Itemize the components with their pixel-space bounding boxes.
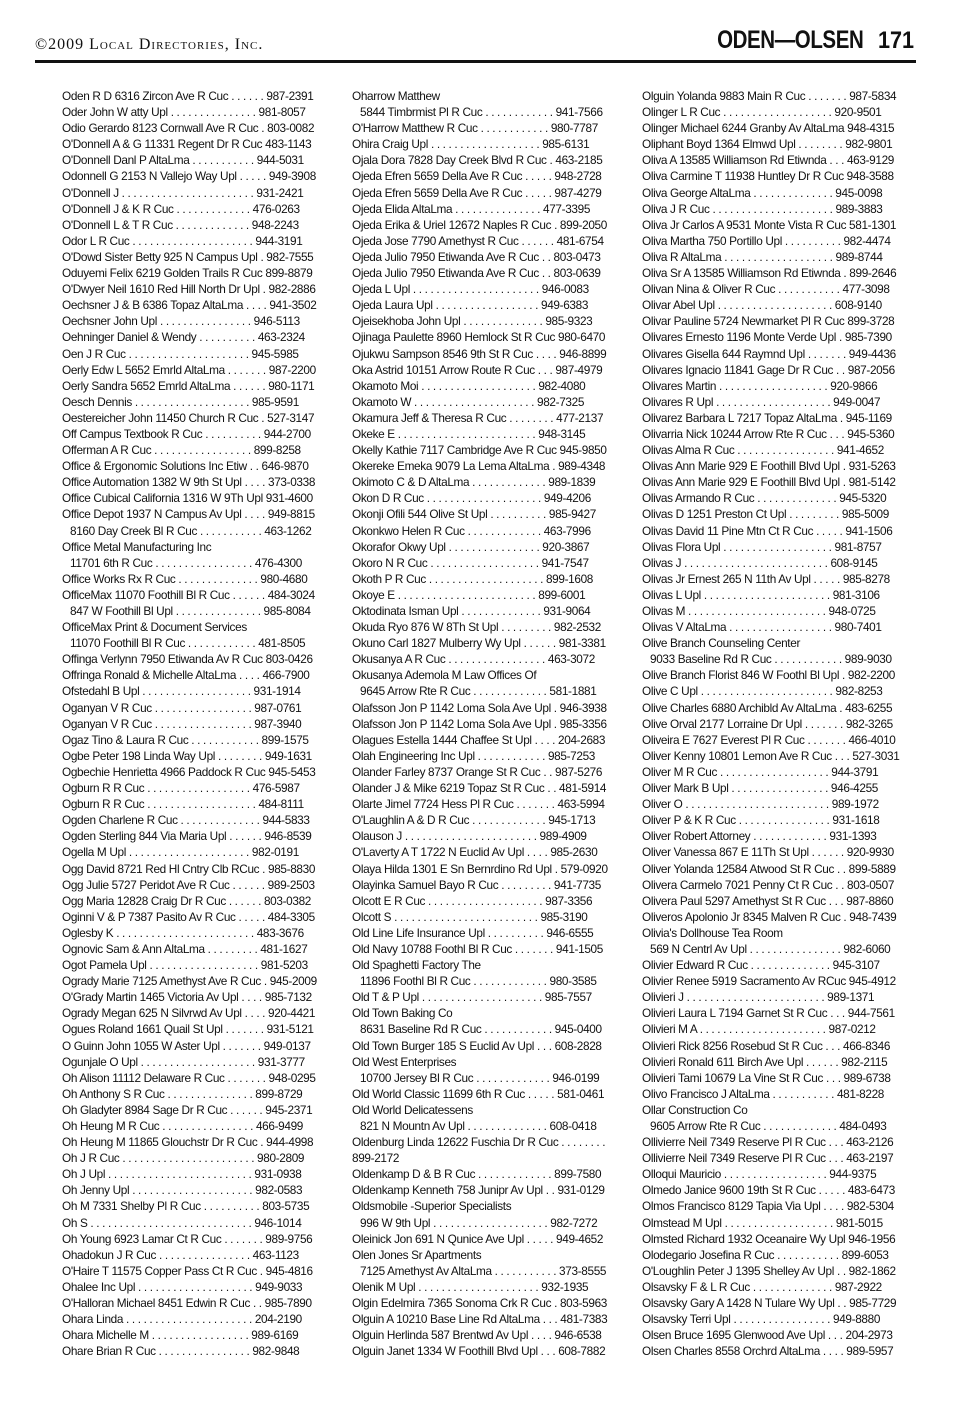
listing-entry: Oh Anthony S R Cuc . . . . . . . . . . . . . . . 899-8729 xyxy=(62,1086,303,1101)
listing-entry: Olivas L Upl . . . . . . . . . . . . . . . . . . . . . . 981-3106 xyxy=(642,587,880,602)
listing-entry: Oliver O . . . . . . . . . . . . . . . . . . . . . . . . . 989-1972 xyxy=(642,797,879,812)
page-header xyxy=(685,26,916,55)
listing-entry: Olivieri Tami 10679 La Vine St R Cuc . . . 989-6738 xyxy=(642,1070,891,1085)
listing-entry: Olsavsky Gary A 1428 N Tulare Wy Upl . . 985-7729 xyxy=(642,1296,897,1311)
listing-entry: 5844 Timbrmist Pl R Cuc . . . . . . . . . . . . 941-7566 xyxy=(360,105,603,120)
listing-entry: Odor L R Cuc . . . . . . . . . . . . . . . . . . . . . 944-3191 xyxy=(62,233,303,248)
listing-entry: Oglesby K . . . . . . . . . . . . . . . . . . . . . . . . 483-3676 xyxy=(62,925,304,940)
listing-entry: 9645 Arrow Rte R Cuc . . . . . . . . . . . . . 581-1881 xyxy=(360,684,597,699)
listing-entry: 847 W Foothill Bl Upl . . . . . . . . . . . . . . . 985-8084 xyxy=(70,604,311,618)
listing-entry: Ogaz Tino & Laura R Cuc . . . . . . . . . . . . 899-1575 xyxy=(62,732,309,747)
listing-entry: O'Grady Martin 1465 Victoria Av Upl . . . . 985-7132 xyxy=(62,990,312,1005)
listing-entry: Olivo Francisco J AltaLma . . . . . . . . . . . 481-8228 xyxy=(642,1086,885,1101)
listing-column-2 xyxy=(352,88,624,1359)
listing-entry: Olivas Flora Upl . . . . . . . . . . . . . . . . . . . 981-8757 xyxy=(642,539,882,554)
listing-entry: 821 N Mountn Av Upl . . . . . . . . . . . . . . 608-0418 xyxy=(360,1119,597,1133)
listing-entry: Oerly Edw L 5652 Emrld AltaLma . . . . . . . 987-2200 xyxy=(62,362,316,377)
listing-entry: Oliver Mark B Upl . . . . . . . . . . . . . . . . . 946-4255 xyxy=(642,781,878,796)
listing-entry: Oleinick Jon 691 N Qunice Ave Upl . . . . . 949-4652 xyxy=(352,1231,604,1246)
listing-entry: Office Cubical California 1316 W 9Th Upl 931-4600 xyxy=(62,491,313,506)
listing-entry: Ogues Roland 1661 Quail St Upl . . . . . . . 931-5121 xyxy=(62,1022,314,1037)
listing-entry: Oh Alison 11112 Delaware R Cuc . . . . . . . 948-0295 xyxy=(62,1070,316,1085)
listing-entry: Ogden Sterling 844 Via Maria Upl . . . . . . 946-8539 xyxy=(62,829,312,844)
listing-entry: Olivieri Ronald 611 Birch Ave Upl . . . . . . 982-2115 xyxy=(642,1054,888,1069)
listing-entry: Olsavsky F & L R Cuc . . . . . . . . . . . . . . 987-2922 xyxy=(642,1279,882,1294)
listing-entry: Olivas D 1251 Preston Ct Upl . . . . . . . . . 985-5009 xyxy=(642,507,889,522)
listing-entry: Olivas M . . . . . . . . . . . . . . . . . . . . . . . . 948-0725 xyxy=(642,604,876,618)
listing-entry: Ogella M Upl . . . . . . . . . . . . . . . . . . . . . 982-0191 xyxy=(62,845,299,860)
listing-entry: Ojeda Laura Upl . . . . . . . . . . . . . . . . . . 949-6383 xyxy=(352,298,589,313)
listing-entry: Oh Young 6923 Lamar Ct R Cuc . . . . . . . 989-9756 xyxy=(62,1231,313,1246)
listing-entry: Olivas David 11 Pine Mtn Ct R Cuc . . . . . 941-1506 xyxy=(642,523,893,538)
listing-entry: Oduyemi Felix 6219 Golden Trails R Cuc 899-8879 xyxy=(62,266,313,281)
listing-entry: Ojeda Julio 7950 Etiwanda Ave R Cuc . . 803-0639 xyxy=(352,266,601,281)
listing-entry: Olmedo Janice 9600 19th St R Cuc . . . . . 483-6473 xyxy=(642,1183,895,1198)
listing-entry: Olafsson Jon P 1142 Loma Sola Ave Upl . 985-3356 xyxy=(352,716,607,731)
listing-entry: Olsen Charles 8558 Orchrd AltaLma . . . . 989-5957 xyxy=(642,1344,894,1359)
listing-entry: Ofstedahl B Upl . . . . . . . . . . . . . . . . . . . 931-1914 xyxy=(62,684,301,699)
listing-entry: Olguin A 10210 Base Line Rd AltaLma . . . 481-7383 xyxy=(352,1312,608,1327)
listing-entry: O'Harrow Matthew R Cuc . . . . . . . . . . . . 980-7787 xyxy=(352,121,598,136)
listing-entry: Oliver Robert Attorney . . . . . . . . . . . . . 931-1393 xyxy=(642,829,877,844)
listing-entry: 8160 Day Creek Bl R Cuc . . . . . . . . . . . 463-1262 xyxy=(70,523,312,538)
listing-entry: Oliveros Apolonio Jr 8345 Malven R Cuc . 948-7439 xyxy=(642,909,897,924)
listing-entry: Ogg David 8721 Red Hl Cntry Clb RCuc . 985-8830 xyxy=(62,861,316,876)
listing-entry: Oldenkamp Kenneth 758 Junipr Av Upl . . 931-0129 xyxy=(352,1183,605,1198)
listing-entry: Okon D R Cuc . . . . . . . . . . . . . . . . . . . . 949-4206 xyxy=(352,491,591,506)
listing-entry: Olloqui Mauricio . . . . . . . . . . . . . . . . . . 944-9375 xyxy=(642,1167,877,1182)
listing-entry: Oliva J R Cuc . . . . . . . . . . . . . . . . . . . . . 989-3883 xyxy=(642,201,883,216)
listing-entry: O'Loughlin Peter J 1395 Shelley Av Upl . . 982-1862 xyxy=(642,1263,896,1278)
listing-entry: Oh Jenny Upl . . . . . . . . . . . . . . . . . . . . . 982-0583 xyxy=(62,1183,303,1198)
listing-entry: Okoye E . . . . . . . . . . . . . . . . . . . . . . . . 899-6001 xyxy=(352,587,586,602)
listing-entry: Olmstead M Upl . . . . . . . . . . . . . . . . . . . 981-5015 xyxy=(642,1215,883,1230)
listing-entry: Olivar Abel Upl . . . . . . . . . . . . . . . . . . . . 608-9140 xyxy=(642,298,882,313)
listing-entry: Okoro N R Cuc . . . . . . . . . . . . . . . . . . . 941-7547 xyxy=(352,555,589,570)
listing-entry: Oh Heung M R Cuc . . . . . . . . . . . . . . . . 466-9499 xyxy=(62,1119,303,1133)
listing-entry: Olgin Edelmira 7365 Sonoma Crk R Cuc . 803-5963 xyxy=(352,1296,608,1311)
listing-entry: O'Dowd Sister Betty 925 N Campus Upl . 982-7555 xyxy=(62,249,314,264)
listing-entry: Okelly Kathie 7117 Cambridge Ave R Cuc 945-9850 xyxy=(352,443,607,458)
listing-entry: Olah Engineering Inc Upl . . . . . . . . . . . . 985-7253 xyxy=(352,748,595,763)
listing-entry: Ojeda Jose 7790 Amethyst R Cuc . . . . . . 481-6754 xyxy=(352,233,604,248)
listing-entry: O'Donnell J . . . . . . . . . . . . . . . . . . . . . . . 931-2421 xyxy=(62,185,304,200)
listing-entry: Olivares Gisella 644 Raymnd Upl . . . . . . . 949-4436 xyxy=(642,346,896,361)
listing-entry: Olivares R Upl . . . . . . . . . . . . . . . . . . . . 949-0047 xyxy=(642,394,881,409)
listing-entry: Okimoto C & D AltaLma . . . . . . . . . . . . . 989-1839 xyxy=(352,475,596,490)
listing-entry: Oka Astrid 10151 Arrow Route R Cuc . . . 987-4979 xyxy=(352,362,603,377)
listing-entry: O'Dwyer Neil 1610 Red Hill North Dr Upl . 982-2886 xyxy=(62,282,316,297)
listing-entry: Olivar Pauline 5724 Newmarket Pl R Cuc 899-3728 xyxy=(642,314,895,329)
alphabetical-range: ODEN—OLSEN xyxy=(717,26,864,54)
listing-entry: Oehninger Daniel & Wendy . . . . . . . . . . 463-2324 xyxy=(62,330,305,345)
listing-entry: Ollivierre Neil 7349 Reserve Pl R Cuc . . . 463-2126 xyxy=(642,1135,894,1150)
listing-entry: Oliva Jr Carlos A 9531 Monte Vista R Cuc 581-1301 xyxy=(642,217,897,232)
listing-entry: Olaya Hilda 1301 E Sn Bernrdino Rd Upl . 579-0920 xyxy=(352,861,608,876)
listing-entry: Ohadokun J R Cuc . . . . . . . . . . . . . . . . 463-1123 xyxy=(62,1247,299,1262)
listing-entry: Oliva George AltaLma . . . . . . . . . . . . . . 945-0098 xyxy=(642,185,883,200)
listing-entry: Oldenburg Linda 12622 Fuschia Dr R Cuc . . . . . . . . xyxy=(352,1135,606,1150)
listing-entry: Office Works Rx R Cuc . . . . . . . . . . . . . . 980-4680 xyxy=(62,571,308,586)
listing-entry: Ohara Linda . . . . . . . . . . . . . . . . . . . . . . 204-2190 xyxy=(62,1312,302,1327)
listing-entry: Old T & P Upl . . . . . . . . . . . . . . . . . . . . . 985-7557 xyxy=(352,990,592,1005)
listing-entry: Olivarez Barbara L 7217 Topaz AltaLma . 945-1169 xyxy=(642,410,892,425)
listing-entry: Ojeda Julio 7950 Etiwanda Ave R Cuc . . 803-0473 xyxy=(352,249,601,264)
listing-entry: 11070 Foothill Bl R Cuc . . . . . . . . . . . . 481-8505 xyxy=(70,636,306,651)
listing-entry: Olivares Martin . . . . . . . . . . . . . . . . . . . 920-9866 xyxy=(642,378,878,393)
listing-column-3 xyxy=(642,88,918,1359)
listing-entry: Odonnell G 2153 N Vallejo Way Upl . . . . . 949-3908 xyxy=(62,169,316,184)
listing-entry: Oder John W atty Upl . . . . . . . . . . . . . . . 981-8057 xyxy=(62,105,306,120)
listing-entry: Ojeisekhoba John Upl . . . . . . . . . . . . . . 985-9323 xyxy=(352,314,593,329)
listing-entry: Oliver Yolanda 12584 Atwood St R Cuc . . 899-5889 xyxy=(642,861,896,876)
listing-entry: Olenik M Upl . . . . . . . . . . . . . . . . . . . . . 932-1935 xyxy=(352,1279,589,1294)
listing-entry: Olcott E R Cuc . . . . . . . . . . . . . . . . . . . . 987-3356 xyxy=(352,893,593,908)
listing-entry: Olmsted Richard 1932 Oceanaire Wy Upl 946-1956 xyxy=(642,1231,896,1246)
listing-entry: Ohira Craig Upl . . . . . . . . . . . . . . . . . . . 985-6131 xyxy=(352,137,590,152)
listing-entry: Olivier Renee 5919 Sacramento Av RCuc 945-4912 xyxy=(642,974,896,989)
listing-entry: Olivas V AltaLma . . . . . . . . . . . . . . . . . . 980-7401 xyxy=(642,620,882,635)
listing-entry: Offringa Ronald & Michelle AltaLma . . . . 466-7900 xyxy=(62,668,310,683)
listing-entry: Oharrow Matthew xyxy=(352,89,440,103)
listing-entry: O'Donnell A & G 11331 Regent Dr R Cuc 483-1143 xyxy=(62,137,312,152)
listing-entry: O'Donnell Danl P AltaLma . . . . . . . . . . . 944-5031 xyxy=(62,153,304,168)
listing-entry: Ohara Michelle M . . . . . . . . . . . . . . . . . 989-6169 xyxy=(62,1328,299,1343)
listing-entry: Olsavsky Terri Upl . . . . . . . . . . . . . . . . . 949-8880 xyxy=(642,1312,881,1327)
listing-entry: Old Town Burger 185 S Euclid Av Upl . . . 608-2828 xyxy=(352,1038,602,1053)
listing-entry: Okamura Jeff & Theresa R Cuc . . . . . . . . 477-2137 xyxy=(352,410,604,425)
listing-entry: Off Campus Textbook R Cuc . . . . . . . . . . 944-2700 xyxy=(62,426,311,441)
listing-entry: Oh Heung M 11865 Glouchstr Dr R Cuc . 944-4998 xyxy=(62,1135,314,1150)
listing-entry: 996 W 9th Upl . . . . . . . . . . . . . . . . . . . . 982-7272 xyxy=(360,1215,598,1230)
listing-entry: Oh Gladyter 8984 Sage Dr R Cuc . . . . . . 945-2371 xyxy=(62,1102,313,1117)
listing-entry: Oliphant Boyd 1364 Elmwd Upl . . . . . . . . 982-9801 xyxy=(642,137,893,152)
listing-entry: 9033 Baseline Rd R Cuc . . . . . . . . . . . . 989-9030 xyxy=(650,652,892,667)
listing-column-1 xyxy=(62,88,334,1359)
listing-entry: Oerly Sandra 5652 Emrld AltaLma . . . . . . 980-1171 xyxy=(62,378,315,393)
listing-entry: O'Donnell J & K R Cuc . . . . . . . . . . . . . 476-0263 xyxy=(62,201,300,216)
listing-entry: Oldsmobile -Superior Specialists xyxy=(352,1199,512,1214)
copyright-header: ©2009 Local Directories, Inc. xyxy=(35,36,264,53)
listing-entry: Okamoto W . . . . . . . . . . . . . . . . . . . . . 982-7325 xyxy=(352,394,585,409)
listing-entry: Olivas Alma R Cuc . . . . . . . . . . . . . . . . . 941-4652 xyxy=(642,443,884,458)
listing-entry: Olguin Yolanda 9883 Main R Cuc . . . . . . . 987-5834 xyxy=(642,89,897,103)
listing-entry: Oliva Martha 750 Portillo Upl . . . . . . . . . . 982-4474 xyxy=(642,233,891,248)
listing-entry: Oktodinata Isman Upl . . . . . . . . . . . . . . 931-9064 xyxy=(352,604,591,618)
listing-entry: Ogden Charlene R Cuc . . . . . . . . . . . . . . 944-5833 xyxy=(62,813,310,828)
listing-entry: Olivares Ignacio 11841 Gage Dr R Cuc . . 987-2056 xyxy=(642,362,895,377)
listing-entry: Olguin Herlinda 587 Brentwd Av Upl . . . . 946-6538 xyxy=(352,1328,602,1343)
listing-entry: Olinger L R Cuc . . . . . . . . . . . . . . . . . . . 920-9501 xyxy=(642,105,882,120)
listing-entry: 9605 Arrow Rte R Cuc . . . . . . . . . . . . . 484-0493 xyxy=(650,1119,887,1133)
listing-entry: Office Automation 1382 W 9th St Upl . . . . 373-0338 xyxy=(62,475,316,490)
listing-entry: Ogunjale O Upl . . . . . . . . . . . . . . . . . . . . 931-3777 xyxy=(62,1054,305,1069)
listing-entry: Olivas J . . . . . . . . . . . . . . . . . . . . . . . . . 608-9145 xyxy=(642,555,878,570)
listing-entry: Okonkwo Helen R Cuc . . . . . . . . . . . . . 463-7996 xyxy=(352,523,591,538)
listing-entry: Old Line Life Insurance Upl . . . . . . . . . . 946-6555 xyxy=(352,925,594,940)
listing-entry: Olagues Estella 1444 Chaffee St Upl . . . . 204-2683 xyxy=(352,732,606,747)
listing-entry: Ollivierre Neil 7349 Reserve Pl R Cuc . . . 463-2197 xyxy=(642,1151,894,1166)
listing-entry: Oliver Kenny 10801 Lemon Ave R Cuc . . . 527-3031 xyxy=(642,748,900,763)
listing-entry: Ojeda Elida AltaLma . . . . . . . . . . . . . . . 477-3395 xyxy=(352,201,591,216)
listing-entry: Olivas Armando R Cuc . . . . . . . . . . . . . . 945-5320 xyxy=(642,491,887,506)
listing-entry: Ognovic Sam & Ann AltaLma . . . . . . . . . 481-1627 xyxy=(62,941,308,956)
listing-entry: Okeke E . . . . . . . . . . . . . . . . . . . . . . . . 948-3145 xyxy=(352,426,586,441)
listing-entry: Ojinaga Paulette 8960 Hemlock St R Cuc 980-6470 xyxy=(352,330,606,345)
listing-entry: Ohare Brian R Cuc . . . . . . . . . . . . . . . . 982-9848 xyxy=(62,1344,300,1359)
listing-entry: Okorafor Okwy Upl . . . . . . . . . . . . . . . . 920-3867 xyxy=(352,539,590,554)
listing-entry: Office Metal Manufacturing Inc xyxy=(62,539,212,554)
header-rule xyxy=(35,60,916,63)
listing-entry: 8631 Baseline Rd R Cuc . . . . . . . . . . . . 945-0400 xyxy=(360,1022,602,1037)
listing-entry: Olen Jones Sr Apartments xyxy=(352,1247,482,1262)
listing-entry: Okoth P R Cuc . . . . . . . . . . . . . . . . . . . . 899-1608 xyxy=(352,571,593,586)
listing-entry: Oh M 7331 Shelby Pl R Cuc . . . . . . . . . . 803-5735 xyxy=(62,1199,310,1214)
listing-entry: 10700 Jersey Bl R Cuc . . . . . . . . . . . . . 946-0199 xyxy=(360,1070,600,1085)
listing-entry: Olinger Michael 6244 Granby Av AltaLma 948-4315 xyxy=(642,121,895,136)
listing-entry: Old Town Baking Co xyxy=(352,1006,453,1021)
listing-entry: Oliver Vanessa 867 E 11Th St Upl . . . . . . 920-9930 xyxy=(642,845,894,860)
listing-entry: Oesch Dennis . . . . . . . . . . . . . . . . . . . . 985-9591 xyxy=(62,394,299,409)
listing-entry: O'Donnell L & T R Cuc . . . . . . . . . . . . . 948-2243 xyxy=(62,217,299,232)
listing-entry: O'Laughlin A & D R Cuc . . . . . . . . . . . . . 945-1713 xyxy=(352,813,596,828)
listing-entry: Oliveira E 7627 Everest Pl R Cuc . . . . . . . 466-4010 xyxy=(642,732,896,747)
listing-entry: Olayinka Samuel Bayo R Cuc . . . . . . . . . 941-7735 xyxy=(352,877,601,892)
listing-entry: Oh S . . . . . . . . . . . . . . . . . . . . . . . . . . . . 946-1014 xyxy=(62,1215,302,1230)
listing-entry: Okonji Ofili 544 Olive St Upl . . . . . . . . . . 985-9427 xyxy=(352,507,596,522)
listing-entry: Ojukwu Sampson 8546 9th St R Cuc . . . . 946-8899 xyxy=(352,346,607,361)
listing-entry: Okuda Ryo 876 W 8Th St Upl . . . . . . . . . 982-2532 xyxy=(352,620,601,635)
listing-entry: Okuno Carl 1827 Mulberry Wy Upl . . . . . . 981-3381 xyxy=(352,636,606,651)
listing-entry: Olivieri Rick 8256 Rosebud St R Cuc . . . 466-8346 xyxy=(642,1038,891,1053)
listing-entry: Olive Orval 2177 Lorraine Dr Upl . . . . . . . 982-3265 xyxy=(642,716,893,731)
listing-entry: Oginni V & P 7387 Pasito Av R Cuc . . . . . 484-3305 xyxy=(62,909,315,924)
listing-entry: Olivas Ann Marie 929 E Foothill Blvd Upl . 931-5263 xyxy=(642,459,896,474)
listing-entry: Olivieri J . . . . . . . . . . . . . . . . . . . . . . . . 989-1371 xyxy=(642,990,875,1005)
listing-entry: Old Spaghetti Factory The xyxy=(352,958,481,973)
listing-entry: Oliva R AltaLma . . . . . . . . . . . . . . . . . . . 989-8744 xyxy=(642,249,883,264)
listing-entry: Olivarria Nick 10244 Arrow Rte R Cuc . . . 945-5360 xyxy=(642,426,895,441)
listing-entry: Ogbechie Henrietta 4966 Paddock R Cuc 945-5453 xyxy=(62,764,316,779)
listing-entry: Oechsner J & B 6386 Topaz AltaLma . . . . 941-3502 xyxy=(62,298,317,313)
listing-entry: Oganyan V R Cuc . . . . . . . . . . . . . . . . . 987-0761 xyxy=(62,700,302,715)
listing-entry: Ogot Pamela Upl . . . . . . . . . . . . . . . . . . . 981-5203 xyxy=(62,958,308,973)
listing-entry: Ogrady Megan 625 N Silvrwd Av Upl . . . . 920-4421 xyxy=(62,1006,316,1021)
listing-entry: Oestereicher John 11450 Church R Cuc . 527-3147 xyxy=(62,410,315,425)
listing-entry: Ollar Construction Co xyxy=(642,1102,748,1117)
listing-entry: Ogburn R R Cuc . . . . . . . . . . . . . . . . . . . 484-8111 xyxy=(62,797,304,812)
listing-entry: O'Laverty A T 1722 N Euclid Av Upl . . . . 985-2630 xyxy=(352,845,598,860)
listing-entry: Okereke Emeka 9079 La Lema AltaLma . 989-4348 xyxy=(352,459,606,474)
listing-entry: Offinga Verlynn 7950 Etiwanda Av R Cuc 803-0426 xyxy=(62,652,313,667)
listing-entry: Offerman A R Cuc . . . . . . . . . . . . . . . . . 899-8258 xyxy=(62,443,301,458)
listing-entry: Olivieri Laura L 7194 Garnet St R Cuc . . . 944-7561 xyxy=(642,1006,895,1021)
listing-entry: Oen J R Cuc . . . . . . . . . . . . . . . . . . . . . 945-5985 xyxy=(62,346,299,361)
listing-entry: Okamoto Moi . . . . . . . . . . . . . . . . . . . . 982-4080 xyxy=(352,378,586,393)
listing-entry: Olive C Upl . . . . . . . . . . . . . . . . . . . . . . . 982-8253 xyxy=(642,684,883,699)
listing-entry: Old World Delicatessens xyxy=(352,1102,473,1117)
listing-entry: Oliver M R Cuc . . . . . . . . . . . . . . . . . . . 944-3791 xyxy=(642,764,879,779)
listing-entry: Olivan Nina & Oliver R Cuc . . . . . . . . . . . 477-3098 xyxy=(642,282,890,297)
listing-entry: Oh J R Cuc . . . . . . . . . . . . . . . . . . . . . . . 980-2809 xyxy=(62,1151,305,1166)
listing-entry: Oliva A 13585 Williamson Rd Etiwnda . . . 463-9129 xyxy=(642,153,895,168)
listing-entry: Ojeda Efren 5659 Della Ave R Cuc . . . . . 987-4279 xyxy=(352,185,602,200)
listing-entry: Olive Branch Florist 846 W Foothl Bl Upl . 982-2200 xyxy=(642,668,895,683)
page-number: 171 xyxy=(877,27,914,54)
listing-entry: Oechsner John Upl . . . . . . . . . . . . . . . . 946-5113 xyxy=(62,314,300,329)
listing-entry: Olmos Francisco 8129 Tapia Via Upl . . . . 982-5304 xyxy=(642,1199,894,1214)
listing-entry: Old World Classic 11699 6th R Cuc . . . . . 581-0461 xyxy=(352,1086,605,1101)
listing-entry: Ohalee Inc Upl . . . . . . . . . . . . . . . . . . . . 949-9033 xyxy=(62,1279,303,1294)
listing-entry: Olivas Ann Marie 929 E Foothill Blvd Upl . 981-5142 xyxy=(642,475,896,490)
listing-entry: Ogbe Peter 198 Linda Way Upl . . . . . . . . 949-1631 xyxy=(62,748,312,763)
listing-entry: 7125 Amethyst Av AltaLma . . . . . . . . . . . 373-8555 xyxy=(360,1263,607,1278)
listing-entry: Ogg Julie 5727 Peridot Ave R Cuc . . . . . . 989-2503 xyxy=(62,877,315,892)
listing-entry: 11896 Foothl Bl R Cuc . . . . . . . . . . . . . 980-3585 xyxy=(360,974,597,989)
listing-entry: Ojeda Erika & Uriel 12672 Naples R Cuc . 899-2050 xyxy=(352,217,607,232)
listing-entry: Oganyan V R Cuc . . . . . . . . . . . . . . . . . 987-3940 xyxy=(62,716,302,731)
listing-entry: Ojeda L Upl . . . . . . . . . . . . . . . . . . . . . . 946-0083 xyxy=(352,282,589,297)
listing-entry: Olauson J . . . . . . . . . . . . . . . . . . . . . . . 989-4909 xyxy=(352,829,587,844)
listing-entry: Olodegario Josefina R Cuc . . . . . . . . . . . 899-6053 xyxy=(642,1247,889,1262)
listing-entry: Ogrady Marie 7125 Amethyst Ave R Cuc . 945-2009 xyxy=(62,974,317,989)
listing-entry: 11701 6th R Cuc . . . . . . . . . . . . . . . . . 476-4300 xyxy=(70,555,302,570)
listing-entry: Ojala Dora 7828 Day Creek Blvd R Cuc . 463-2185 xyxy=(352,153,603,168)
listing-entry: Office & Ergonomic Solutions Inc Etiw . . 646-9870 xyxy=(62,459,309,474)
listing-entry: Oliva Sr A 13585 Williamson Rd Etiwnda . 899-2646 xyxy=(642,266,897,281)
listing-entry: 899-2172 xyxy=(352,1151,400,1166)
listing-entry: Oldenkamp D & B R Cuc . . . . . . . . . . . . . 899-7580 xyxy=(352,1167,602,1182)
listing-entry: Olivia's Dollhouse Tea Room xyxy=(642,925,783,940)
listing-entry: Olivares Ernesto 1196 Monte Verde Upl . 985-7390 xyxy=(642,330,892,345)
listing-entry: Olivas Jr Ernest 265 N 11th Av Upl . . . . . 985-8278 xyxy=(642,571,890,586)
listing-entry: Olafsson Jon P 1142 Loma Sola Ave Upl . 946-3938 xyxy=(352,700,607,715)
listing-entry: Olivier Edward R Cuc . . . . . . . . . . . . . . 945-3107 xyxy=(642,958,880,973)
listing-entry: Oden R D 6316 Zircon Ave R Cuc . . . . . . 987-2391 xyxy=(62,89,314,103)
listing-entry: Ogburn R R Cuc . . . . . . . . . . . . . . . . . . 476-5987 xyxy=(62,781,300,796)
listing-entry: Olander Farley 8737 Orange St R Cuc . . 987-5276 xyxy=(352,764,603,779)
listing-entry: Office Depot 1937 N Campus Av Upl . . . . 949-8815 xyxy=(62,507,315,522)
listing-entry: 569 N Centrl Av Upl . . . . . . . . . . . . . . . . 982-6060 xyxy=(650,941,891,956)
listing-entry: O Guinn John 1055 W Aster Upl . . . . . . . 949-0137 xyxy=(62,1038,311,1053)
listing-entry: O'Halloran Michael 8451 Edwin R Cuc . . 985-7890 xyxy=(62,1296,312,1311)
listing-entry: Oh J Upl . . . . . . . . . . . . . . . . . . . . . . . . . 931-0938 xyxy=(62,1167,302,1182)
listing-entry: Olivera Carmelo 7021 Penny Ct R Cuc . . 803-0507 xyxy=(642,877,895,892)
listing-entry: Olive Branch Counseling Center xyxy=(642,636,801,651)
listing-entry: Olsen Bruce 1695 Glenwood Ave Upl . . . 204-2973 xyxy=(642,1328,893,1343)
listing-entry: Olcott S . . . . . . . . . . . . . . . . . . . . . . . . . 985-3190 xyxy=(352,909,588,924)
listing-entry: Okusanya A R Cuc . . . . . . . . . . . . . . . . . 463-3072 xyxy=(352,652,595,667)
listing-entry: Olivera Paul 5297 Amethyst St R Cuc . . . 987-8860 xyxy=(642,893,894,908)
listing-entry: Olander J & Mike 6219 Topaz St R Cuc . . 481-5914 xyxy=(352,781,607,796)
listing-entry: OfficeMax Print & Document Services xyxy=(62,620,247,635)
listing-entry: Odio Gerardo 8123 Cornwall Ave R Cuc . 803-0082 xyxy=(62,121,315,136)
listing-entry: Old West Enterprises xyxy=(352,1054,457,1069)
listing-entry: Olivieri M A . . . . . . . . . . . . . . . . . . . . . . 987-0212 xyxy=(642,1022,876,1037)
listing-entry: Ogg Maria 12828 Craig Dr R Cuc . . . . . . 803-0382 xyxy=(62,893,312,908)
listing-entry: Old Navy 10788 Foothl Bl R Cuc . . . . . . . 941-1505 xyxy=(352,941,603,956)
listing-entry: OfficeMax 11070 Foothill Bl R Cuc . . . . . . 484-3024 xyxy=(62,587,315,602)
listing-entry: Olguin Janet 1334 W Foothill Blvd Upl . . . 608-7882 xyxy=(352,1344,606,1359)
listing-entry: Oliver P & K R Cuc . . . . . . . . . . . . . . . . 931-1618 xyxy=(642,813,880,828)
listing-entry: O'Haire T 11575 Copper Pass Ct R Cuc . 945-4816 xyxy=(62,1263,313,1278)
listing-entry: Ojeda Efren 5659 Della Ave R Cuc . . . . . 948-2728 xyxy=(352,169,602,184)
listing-entry: Olive Charles 6880 Archibld Av AltaLma . 483-6255 xyxy=(642,700,893,715)
listing-entry: Oliva Carmine T 11938 Huntley Dr R Cuc 948-3588 xyxy=(642,169,894,184)
listing-entry: Okusanya Ademola M Law Offices Of xyxy=(352,668,537,683)
listing-entry: Olarte Jimel 7724 Hess Pl R Cuc . . . . . . . 463-5994 xyxy=(352,797,605,812)
